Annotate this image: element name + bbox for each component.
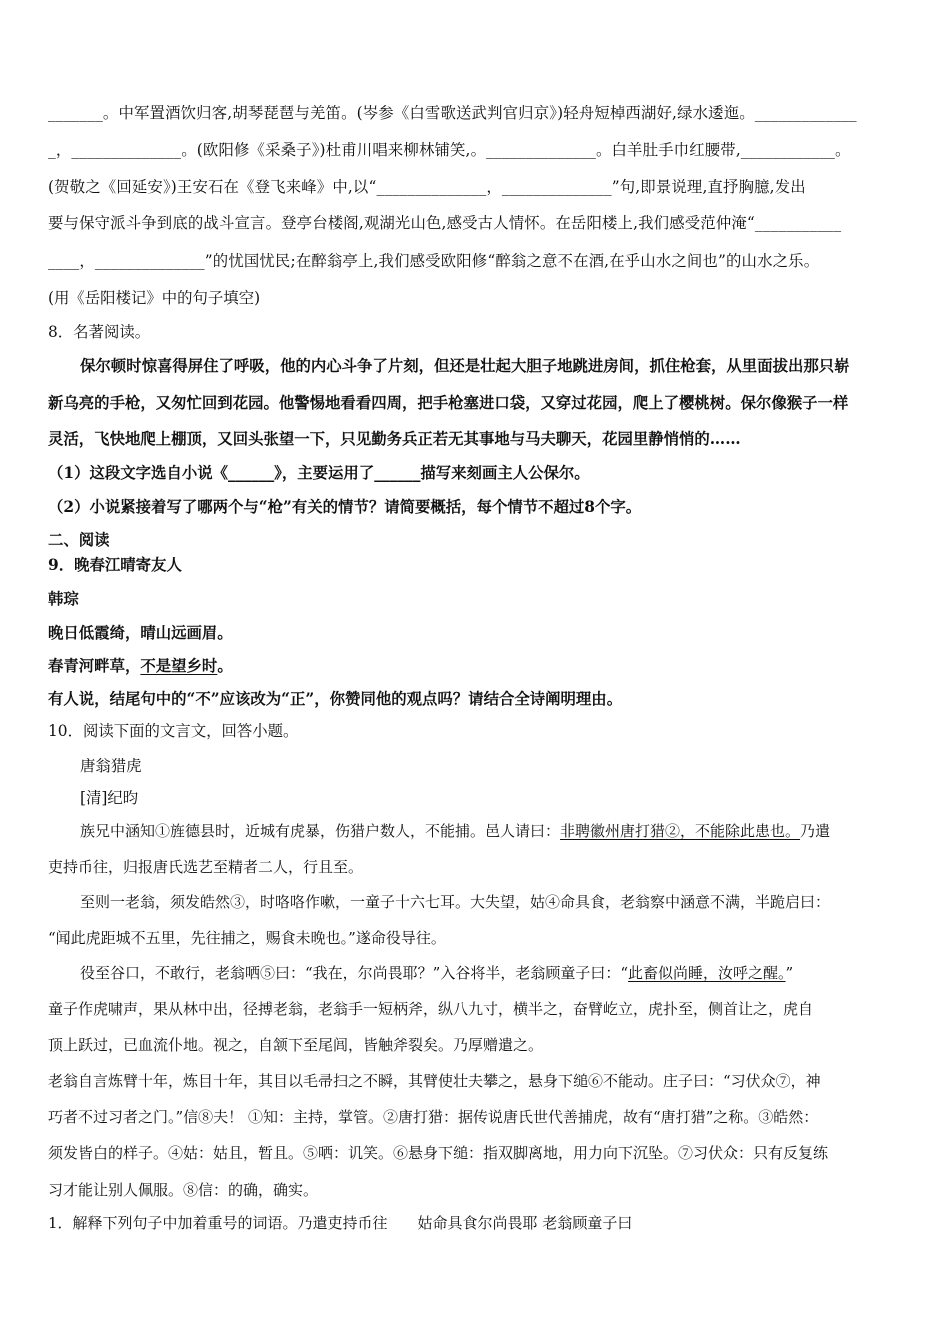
passage-p1-start: 族兄中涵知①旌德县时，近城有虎暴，伤猎户数人，不能捕。邑人请曰： [80, 822, 561, 840]
passage-title: 唐翁猎虎 [80, 757, 142, 775]
q9-question: 有人说，结尾句中的“不”应该改为“正”，你赞同他的观点吗？请结合全诗阐明理由。 [48, 690, 623, 708]
passage-p3-underlined: 此畜似尚睡，汝呼之醒。 [628, 964, 786, 982]
q8-passage-line-1: 保尔顿时惊喜得屏住了呼吸，他的内心斗争了片刻，但还是壮起大胆子地跳进房间，抓住枪套，从里面拔出那只崭 [80, 357, 850, 375]
fill-line-2: _，______________。(欧阳修《采桑子》)杜甫川唱来柳林铺笑,。______________。白羊肚手巾红腰带,____________。 [48, 141, 851, 159]
q8-passage-line-3: 灵活，飞快地爬上棚顶，又回头张望一下，只见勤务兵正若无其事地与马夫聊天，花园里静悄悄的…… [48, 430, 741, 448]
section-title: 二、阅读 [48, 531, 110, 549]
passage-p1-line-2: 吏持币往，归报唐氏选艺至精者二人，行且至。 [48, 858, 364, 876]
q8-passage-line-2: 新乌亮的手枪，又匆忙回到花园。他警惕地看看四周，把手枪塞进口袋，又穿过花园，爬上了樱桃树。保尔像猴子一样 [48, 394, 849, 412]
poem-line-2-start: 春青河畔草， [48, 657, 141, 675]
passage-p4-line-4: 习才能让别人佩服。⑧信：的确，确实。 [48, 1181, 319, 1199]
passage-p3-start: 役至谷口，不敢行，老翁哂⑤曰：“我在，尔尚畏耶？”入谷将半，老翁顾童子曰：“ [80, 964, 629, 982]
poem-author: 韩琮 [48, 590, 79, 608]
fill-line-5: ____，______________”的忧国忧民;在醉翁亭上,我们感受欧阳修“醉翁之意不在酒,在乎山水之间也”的山水之乐。 [48, 252, 820, 270]
q8-title: 8．名著阅读。 [48, 323, 151, 341]
passage-p1-underlined: 非聘徽州唐打猎②，不能除此患也。 [560, 822, 801, 840]
passage-p1-line-1 [80, 821, 910, 841]
passage-p3-line-1 [80, 963, 910, 983]
poem-line-2-end: 。 [217, 657, 233, 675]
fill-line-4: 要与保守派斗争到底的战斗宣言。登亭台楼阁,观湖光山色,感受古人情怀。在岳阳楼上,我们感受范仲淹“___________ [48, 214, 842, 232]
q8-subquestion-2: （2）小说紧接着写了哪两个与“枪”有关的情节？请简要概括，每个情节不超过8个字。 [48, 498, 642, 516]
passage-p4-line-1: 老翁自言炼臂十年，炼目十年，其目以毛帚扫之不瞬，其臂使壮夫攀之，悬身下缒⑥不能动。庄子曰：“习伏众⑦，神 [48, 1072, 821, 1090]
fill-line-6: (用《岳阳楼记》中的句子填空) [48, 289, 261, 307]
q10-subquestion-1: 1．解释下列句子中加着重号的词语。乃遣吏持币往 姑命具食尔尚畏耶 老翁顾童子曰 [48, 1214, 633, 1232]
passage-p4-line-3: 须发皆白的样子。④姑：姑且，暂且。⑤哂：讥笑。⑥悬身下缒：指双脚离地，用力向下沉坠。⑦习伏众：只有反复练 [48, 1144, 829, 1162]
fill-line-3: (贺敬之《回延安》)王安石在《登飞来峰》中,以“______________，______________”句,即景说理,直抒胸臆,发出 [48, 178, 806, 196]
passage-author: [清]纪昀 [80, 789, 139, 807]
fill-line-1: _______。中军置酒饮归客,胡琴琵琶与羌笛。(岑参《白雪歌送武判官归京》)轻舟短棹西湖好,绿水逶迤。_____________ [48, 104, 857, 122]
passage-p3-quote-end: ” [785, 964, 794, 982]
passage-p1-end: 乃遣 [800, 822, 831, 840]
passage-p3-line-2: 童子作虎啸声，果从林中出，径搏老翁，老翁手一短柄斧，纵八九寸，横半之，奋臂屹立，虎扑至，侧首让之，虎自 [48, 1000, 814, 1018]
passage-p3-line-3: 顶上跃过，已血流仆地。视之，自颔下至尾闾，皆触斧裂矣。乃厚赠遣之。 [48, 1036, 544, 1054]
poem-line-1: 晚日低霞绮，晴山远画眉。 [48, 624, 233, 642]
passage-p2-line-2: “闻此虎距城不五里，先往捕之，赐食未晚也。”遂命役导往。 [48, 929, 446, 947]
poem-line-2 [48, 656, 910, 676]
q10-title: 10．阅读下面的文言文，回答小题。 [48, 722, 299, 740]
passage-p4-line-2: 巧者不过习者之门。”信⑧夫！ ①知：主持，掌管。②唐打猎：据传说唐氏世代善捕虎，故有“唐打猎”之称。③皓然： [48, 1108, 819, 1126]
passage-p2-line-1: 至则一老翁，须发皓然③，时咯咯作嗽，一童子十六七耳。大失望，姑④命具食，老翁察中涵意不满，半跪启曰： [80, 893, 831, 911]
q8-subquestion-1: （1）这段文字选自小说《______》，主要运用了______描写来刻画主人公保尔。 [48, 464, 590, 482]
poem-line-2-underlined: 不是望乡时 [140, 657, 218, 675]
q9-title: 9．晚春江晴寄友人 [48, 556, 182, 574]
